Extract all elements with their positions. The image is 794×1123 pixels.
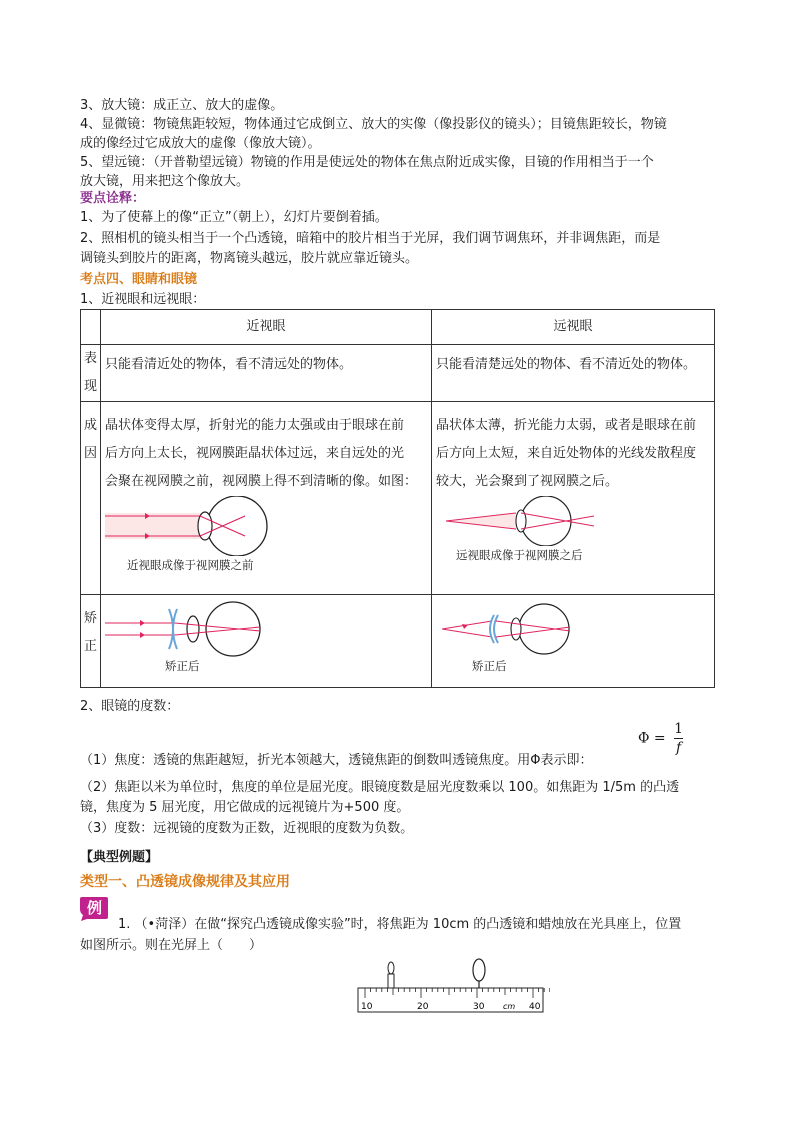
table-corner [81, 310, 101, 345]
section4-heading: 考点四、眼睛和眼镜 [80, 272, 198, 287]
example-badge-text: 例 [87, 899, 103, 917]
keypoint-2a: 2、照相机的镜头相当于一个凸透镜，暗箱中的胶片相当于光屏，我们调节调焦环，并非调焦距，而是 [80, 231, 661, 246]
example1-text-2: 如图所示。则在光屏上（ ） [80, 938, 263, 953]
row-label-char: 成 [83, 418, 97, 433]
row-label-correction [81, 595, 101, 688]
hyperopia-diagram [446, 496, 596, 546]
hyperopia-cause-cell [432, 402, 715, 595]
para-telescope-2: 放大镜，用来把这个像放大。 [80, 174, 250, 189]
ruler-tick-label: 30 [473, 1002, 485, 1012]
myopia-symptom: 只能看清近处的物体，看不清远处的物体。 [101, 345, 432, 402]
keypoint-1: 1、为了使幕上的像“正立”（朝上），幻灯片要倒着插。 [80, 210, 388, 225]
row-label-char: 矫 [83, 611, 97, 626]
myopia-correction-cell [101, 595, 432, 688]
row-label-char: 正 [83, 639, 97, 654]
section4-item2: 2、眼镜的度数： [80, 699, 180, 714]
diopter-def-2: 镜，焦度为 5 屈光度，用它做成的远视镜片为+500 度。 [80, 800, 410, 815]
typical-examples-heading: 【典型例题】 [80, 850, 159, 865]
row-label-char: 现 [83, 379, 97, 394]
hyperopia-symptom: 只能看清楚远处的物体、看不清近处的物体。 [432, 345, 715, 402]
header-hyperopia: 远视眼 [432, 310, 715, 345]
keypoints-heading: 要点诠释： [80, 191, 146, 206]
table-header-row [81, 310, 715, 345]
row-label-cause [81, 402, 101, 595]
type1-heading: 类型一、凸透镜成像规律及其应用 [80, 874, 290, 890]
myopia-cause-line: 后方向上太长，视网膜距晶状体过远，来自远处的光 [105, 446, 405, 461]
myopia-diagram [105, 496, 295, 556]
formula-lhs: Φ = [638, 730, 666, 747]
header-myopia: 近视眼 [101, 310, 432, 345]
optical-bench-ruler [355, 958, 550, 1018]
myopia-cause-line: 晶状体变得太厚，折射光的能力太强或由于眼球在前 [105, 418, 405, 433]
formula-denominator: f [675, 740, 682, 756]
diopter-def-1: （2）焦距以米为单位时，焦度的单位是屈光度。眼镜度数是屈光度数乘以 100。如焦距为 1/5m 的凸透 [80, 780, 680, 795]
hyperopia-corrected-caption: 矫正后 [472, 659, 507, 673]
table-row-symptom [81, 345, 715, 402]
para-magnifier: 3、放大镜：成正立、放大的虚像。 [80, 98, 284, 113]
table-row-correction [81, 595, 715, 688]
myopia-cause-line: 会聚在视网膜之前，视网膜上得不到清晰的像。如图： [105, 474, 418, 489]
formula-numerator: 1 [674, 721, 684, 737]
row-label-char: 表 [83, 351, 97, 366]
hyperopia-correction-cell [432, 595, 715, 688]
example1-text-1: 1. （•菏泽）在做“探究凸透镜成像实验”时，将焦距为 10cm 的凸透镜和蜡烛放在光具座上，位置 [118, 917, 682, 932]
ruler-tick-label: 10 [361, 1002, 373, 1012]
row-label-char: 因 [83, 446, 97, 461]
degree-def: （3）度数：远视镜的度数为正数，近视眼的度数为负数。 [80, 821, 414, 836]
hyperopia-cause-line: 晶状体太薄，折光能力太弱，或者是眼球在前 [436, 418, 697, 433]
table-row-cause [81, 402, 715, 595]
myopia-cause-cell [101, 402, 432, 595]
hyperopia-corrected-diagram [442, 601, 602, 657]
myopia-corrected-caption: 矫正后 [165, 659, 200, 673]
hyperopia-cause-line: 后方向上太短，来自近处物体的光线发散程度 [436, 446, 697, 461]
focal-power-def: （1）焦度：透镜的焦距越短，折光本领越大，透镜焦距的倒数叫透镜焦度。用Φ表示即： [80, 753, 593, 768]
myopia-caption: 近视眼成像于视网膜之前 [127, 558, 254, 572]
hyperopia-cause-line: 较大，光会聚到了视网膜之后。 [436, 474, 619, 489]
ruler-tick-label: 20 [417, 1002, 429, 1012]
row-label-symptom [81, 345, 101, 402]
keypoint-2b: 调镜头到胶片的距离，物离镜头越远，胶片就应靠近镜头。 [80, 251, 419, 266]
para-microscope-1: 4、显微镜：物镜焦距较短，物体通过它成倒立、放大的实像（像投影仪的镜头）；目镜焦距较长，物镜 [80, 117, 667, 132]
para-microscope-2: 成的像经过它成放大的虚像（像放大镜）。 [80, 136, 321, 151]
ruler-unit: cm [503, 1002, 516, 1011]
para-telescope-1: 5、望远镜：（开普勒望远镜）物镜的作用是使远处的物体在焦点附近成实像，目镜的作用相当于一个 [80, 155, 654, 170]
myopia-corrected-diagram [105, 601, 295, 657]
ruler-tick-label: 40 [529, 1002, 541, 1012]
hyperopia-caption: 远视眼成像于视网膜之后 [456, 548, 583, 562]
eye-comparison-table [80, 309, 715, 688]
section4-item1: 1、近视眼和远视眼： [80, 292, 206, 307]
